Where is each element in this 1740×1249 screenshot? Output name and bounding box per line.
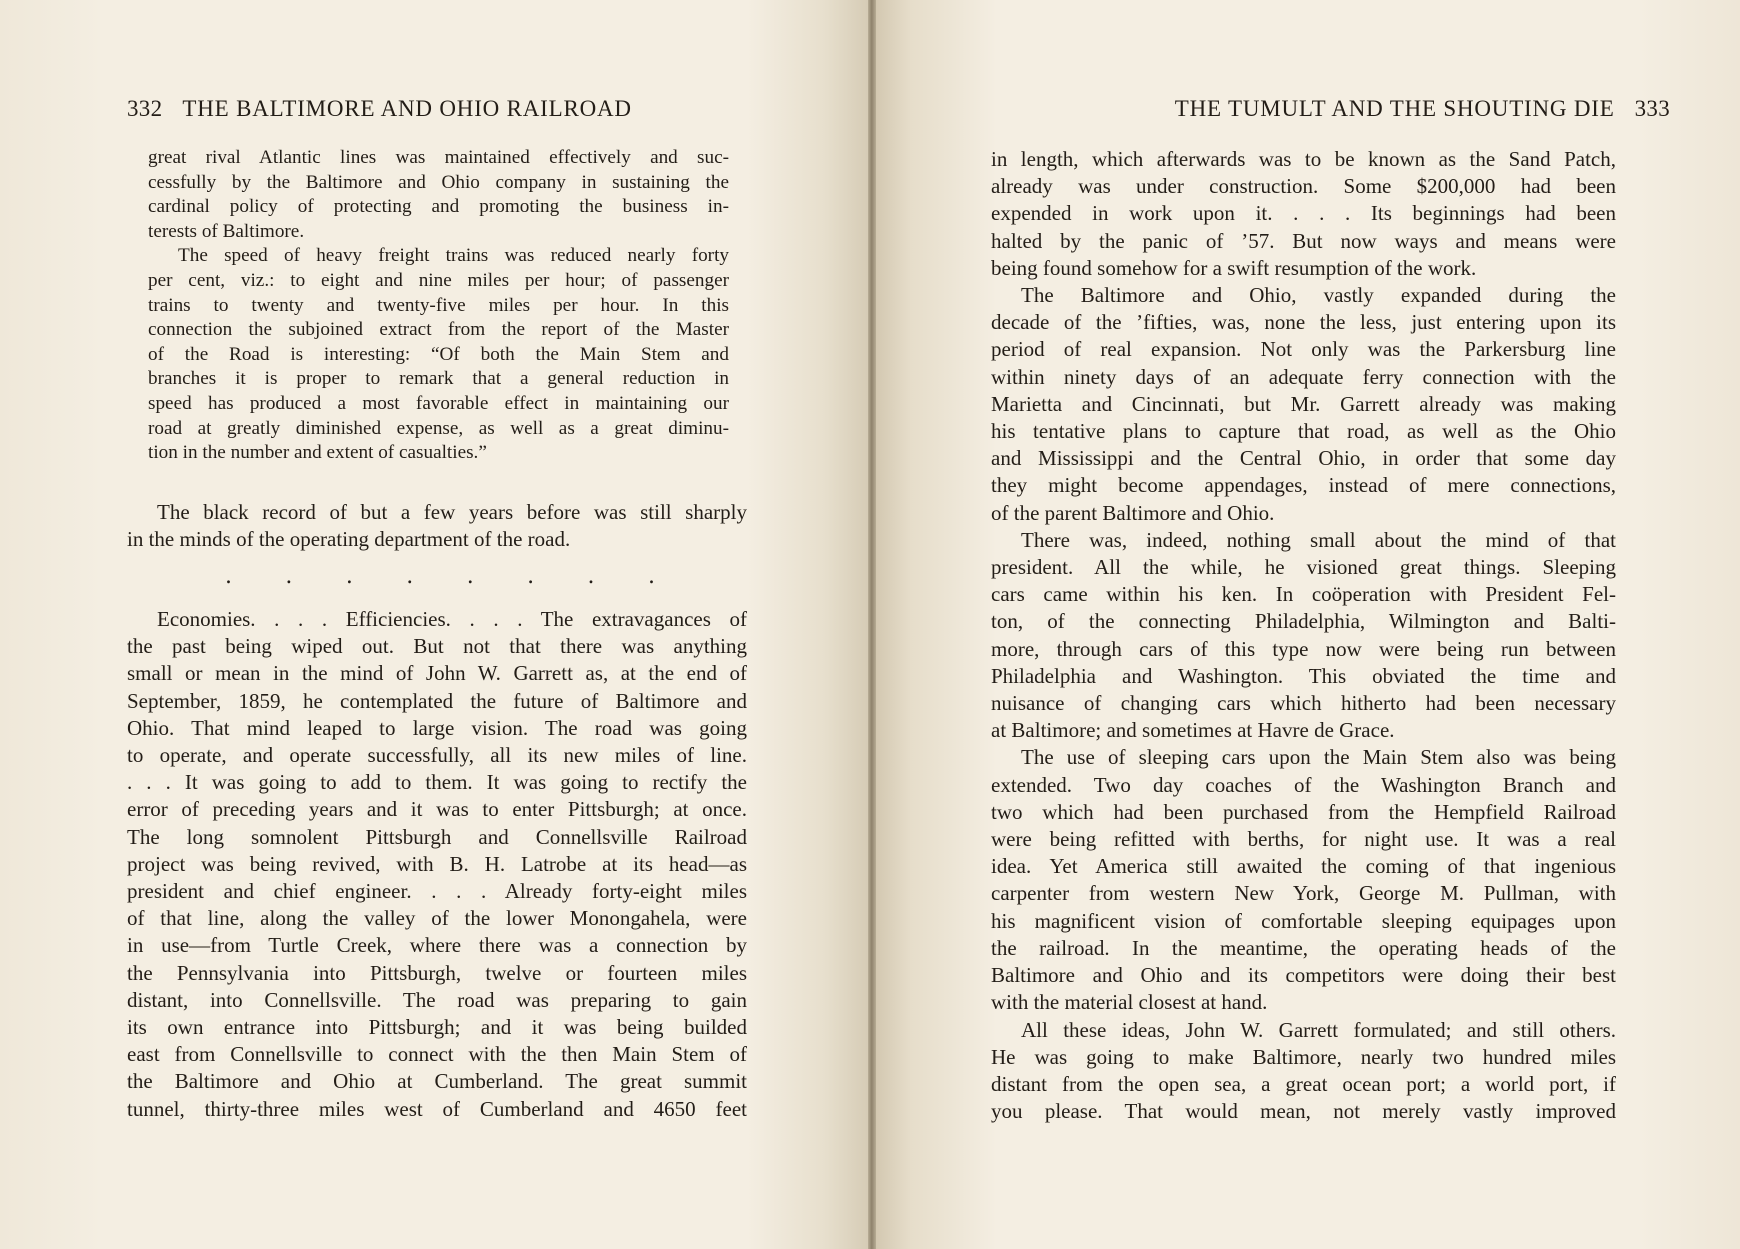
text-line: the past being wiped out. But not that there was anything	[127, 634, 747, 659]
paragraph-black-record	[127, 499, 747, 553]
text-line: project was being revived, with B. H. Latrobe at its head—as	[127, 851, 747, 876]
text-line: in use—from Turtle Creek, where there was a connection by	[127, 933, 747, 958]
text-line: Ohio. That mind leaped to large vision. The road was going	[127, 715, 747, 740]
text-line: distant from the open sea, a great ocean port; a world port, if	[991, 1071, 1616, 1096]
right-running-head	[1054, 96, 1670, 130]
book-gutter	[868, 0, 876, 1249]
left-page-number: 332	[127, 96, 163, 121]
text-line: terests of Baltimore.	[148, 220, 305, 242]
text-line: tunnel, thirty-three miles west of Cumberland and 4650 feet	[127, 1096, 747, 1121]
text-line: two which had been purchased from the Hempfield Railroad	[991, 799, 1616, 824]
text-line: per cent, viz.: to eight and nine miles per hour; of passenger	[148, 269, 729, 291]
text-line: nuisance of changing cars which hitherto had been necessary	[991, 691, 1616, 716]
text-line: Philadelphia and Washington. This obviated the time and	[991, 663, 1616, 688]
text-line: within ninety days of an adequate ferry connection with the	[991, 364, 1616, 389]
text-line: idea. Yet America still awaited the coming of that ingenious	[991, 854, 1616, 879]
text-line: extended. Two day coaches of the Washington Branch and	[991, 772, 1616, 797]
text-line: cessfully by the Baltimore and Ohio company in sustaining the	[148, 171, 729, 193]
text-line: the Pennsylvania into Pittsburgh, twelve or fourteen miles	[127, 960, 747, 985]
ellipsis-dot: .	[647, 564, 655, 589]
text-line: halted by the panic of ’57. But now ways and means were	[991, 228, 1616, 253]
text-line: connection the subjoined extract from the report of the Master	[148, 319, 729, 341]
text-line: He was going to make Baltimore, nearly two hundred miles	[991, 1044, 1616, 1069]
ellipsis-dot: .	[527, 564, 535, 589]
left-running-head	[127, 96, 747, 130]
text-line: period of real expansion. Not only was the Parkersburg line	[991, 337, 1616, 362]
text-line: Baltimore and Ohio and its competitors were doing their best	[991, 963, 1616, 988]
text-line: Economies. . . . Efficiencies. . . . The extravagances of	[157, 607, 747, 631]
text-line: great rival Atlantic lines was maintained effectively and suc-	[148, 147, 729, 168]
text-line: All these ideas, John W. Garrett formulated; and still others.	[1021, 1017, 1616, 1042]
text-line: road at greatly diminished expense, as well as a great diminu-	[148, 417, 729, 439]
text-line: distant, into Connellsville. The road was preparing to gain	[127, 987, 747, 1012]
right-body-text	[991, 146, 1616, 1125]
text-line: The speed of heavy freight trains was reduced nearly forty	[178, 245, 729, 267]
text-line: in the minds of the operating department of the road.	[127, 527, 571, 552]
text-line: more, through cars of this type now were being run between	[991, 636, 1616, 661]
ellipsis-dot: .	[587, 564, 595, 589]
text-line: already was under construction. Some $200,000 had been	[991, 174, 1616, 199]
text-line: error of preceding years and it was to enter Pittsburgh; at once.	[127, 797, 747, 822]
text-line: cardinal policy of protecting and promoting the business in-	[148, 196, 729, 218]
text-line: Marietta and Cincinnati, but Mr. Garrett already was making	[991, 391, 1616, 416]
text-line: speed has produced a most favorable effect in maintaining our	[148, 392, 729, 414]
text-line: tion in the number and extent of casualties.”	[148, 442, 487, 464]
text-line: were being refitted with berths, for night use. It was a real	[991, 827, 1616, 852]
text-line: his tentative plans to capture that road, as well as the Ohio	[991, 419, 1616, 444]
paragraph-economies	[127, 606, 747, 1123]
text-line: the Baltimore and Ohio at Cumberland. The great summit	[127, 1069, 747, 1094]
text-line: east from Connellsville to connect with the then Main Stem of	[127, 1042, 747, 1067]
left-page	[0, 0, 868, 1249]
ellipsis-dot: .	[466, 564, 474, 589]
text-line: they might become appendages, instead of mere connections,	[991, 473, 1616, 498]
text-line: September, 1859, he contemplated the future of Baltimore and	[127, 688, 747, 713]
text-line: of that line, along the valley of the lower Monongahela, were	[127, 906, 747, 931]
text-line: The long somnolent Pittsburgh and Connellsville Railroad	[127, 824, 747, 849]
text-line: president. All the while, he visioned great things. Sleeping	[991, 555, 1616, 580]
text-line: of the parent Baltimore and Ohio.	[991, 500, 1275, 525]
ellipsis-dot: .	[285, 564, 293, 589]
right-running-title: THE TUMULT AND THE SHOUTING DIE	[1174, 96, 1615, 121]
text-line: with the material closest at hand.	[991, 990, 1268, 1015]
ellipsis-separator	[225, 566, 655, 588]
quoted-extract	[148, 146, 729, 466]
text-line: president and chief engineer. . . . Already forty-eight miles	[127, 879, 747, 904]
text-line: you please. That would mean, not merely vastly improved	[991, 1099, 1616, 1124]
text-line: of the Road is interesting: “Of both the Main Stem and	[148, 343, 729, 365]
text-line: There was, indeed, nothing small about the mind of that	[1021, 527, 1616, 552]
text-line: and Mississippi and the Central Ohio, in order that some day	[991, 446, 1616, 471]
text-line: expended in work upon it. . . . Its beginnings had been	[991, 201, 1616, 226]
right-page-number: 333	[1634, 96, 1670, 121]
text-line: the railroad. In the meantime, the operating heads of the	[991, 935, 1616, 960]
text-line: The use of sleeping cars upon the Main Stem also was being	[1021, 745, 1616, 770]
text-line: its own entrance into Pittsburgh; and it was being builded	[127, 1015, 747, 1040]
text-line: at Baltimore; and sometimes at Havre de Grace.	[991, 718, 1395, 743]
text-line: trains to twenty and twenty-five miles per hour. In this	[148, 294, 729, 316]
text-line: The black record of but a few years before was still sharply	[157, 500, 747, 524]
ellipsis-dot: .	[225, 564, 232, 589]
text-line: small or mean in the mind of John W. Garrett as, at the end of	[127, 661, 747, 686]
text-line: ton, of the connecting Philadelphia, Wilmington and Balti-	[991, 609, 1616, 634]
text-line: carpenter from western New York, George M. Pullman, with	[991, 881, 1616, 906]
text-line: branches it is proper to remark that a general reduction in	[148, 368, 729, 390]
ellipsis-dot: .	[406, 564, 414, 589]
text-line: his magnificent vision of comfortable sleeping equipages upon	[991, 908, 1616, 933]
left-running-title: THE BALTIMORE AND OHIO RAILROAD	[182, 96, 632, 121]
text-line: . . . It was going to add to them. It was going to rectify the	[127, 770, 747, 795]
text-line: in length, which afterwards was to be known as the Sand Patch,	[991, 147, 1616, 171]
text-line: cars came within his ken. In coöperation with President Fel-	[991, 582, 1616, 607]
text-line: The Baltimore and Ohio, vastly expanded during the	[1021, 283, 1616, 308]
text-line: decade of the ’fifties, was, none the less, just entering upon its	[991, 310, 1616, 335]
ellipsis-dot: .	[345, 564, 353, 589]
text-line: to operate, and operate successfully, all its new miles of line.	[127, 743, 747, 768]
text-line: being found somehow for a swift resumption of the work.	[991, 255, 1477, 280]
right-page	[876, 0, 1740, 1249]
